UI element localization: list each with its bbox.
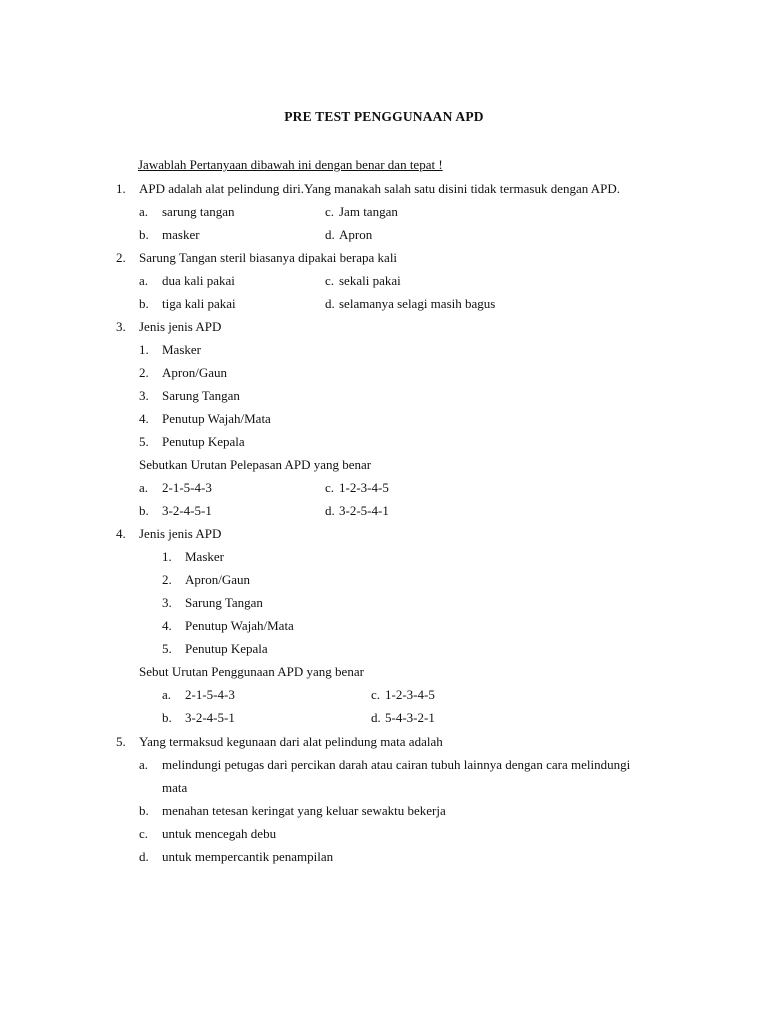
q1-number: 1. xyxy=(116,181,126,196)
q5-option-b-marker: b. xyxy=(139,803,149,818)
q4-list-number: 2. xyxy=(162,572,172,587)
q2-option-b-marker: b. xyxy=(139,296,149,311)
q3-option-d: 3-2-5-4-1 xyxy=(339,503,389,518)
q5-option-a-continued: mata xyxy=(162,780,188,795)
q1-option-c-marker: c. xyxy=(325,204,335,219)
q2-option-c-marker: c. xyxy=(325,273,335,288)
q5-option-b: menahan tetesan keringat yang keluar sewaktu bekerja xyxy=(162,803,446,818)
q1-text: APD adalah alat pelindung diri.Yang manakah salah satu disini tidak termasuk dengan APD. xyxy=(139,181,621,196)
q3-option-b-marker: b. xyxy=(139,503,149,518)
q4-list-number: 4. xyxy=(162,618,172,633)
q4-option-a-marker: a. xyxy=(162,687,172,702)
q5-option-c-marker: c. xyxy=(139,826,149,841)
q3-list-item: Penutup Wajah/Mata xyxy=(162,411,271,426)
q2-option-a: dua kali pakai xyxy=(162,273,235,288)
q5-option-d-marker: d. xyxy=(139,849,149,864)
q3-list-item: Sarung Tangan xyxy=(162,388,240,403)
q4-option-b: 3-2-4-5-1 xyxy=(185,710,235,725)
q1-option-a: sarung tangan xyxy=(162,204,235,219)
q3-text: Jenis jenis APD xyxy=(139,319,222,334)
q3-list-number: 5. xyxy=(139,434,149,449)
q2-option-a-marker: a. xyxy=(139,273,149,288)
q3-list-number: 3. xyxy=(139,388,149,403)
q4-list-item: Penutup Wajah/Mata xyxy=(185,618,294,633)
q4-option-a: 2-1-5-4-3 xyxy=(185,687,235,702)
q4-option-d-marker: d. xyxy=(371,710,381,725)
q3-option-d-marker: d. xyxy=(325,503,335,518)
q3-prompt: Sebutkan Urutan Pelepasan APD yang benar xyxy=(139,457,372,472)
q4-option-c-marker: c. xyxy=(371,687,381,702)
q5-option-a-marker: a. xyxy=(139,757,149,772)
q5-option-c: untuk mencegah debu xyxy=(162,826,277,841)
q3-list-number: 1. xyxy=(139,342,149,357)
q2-option-c: sekali pakai xyxy=(339,273,401,288)
q3-list-number: 4. xyxy=(139,411,149,426)
q3-option-b: 3-2-4-5-1 xyxy=(162,503,212,518)
q4-list-number: 5. xyxy=(162,641,172,656)
q2-option-d-marker: d. xyxy=(325,296,335,311)
q3-option-c-marker: c. xyxy=(325,480,335,495)
q4-text: Jenis jenis APD xyxy=(139,526,222,541)
q4-list-item: Masker xyxy=(185,549,224,564)
q2-option-d: selamanya selagi masih bagus xyxy=(339,296,496,311)
q1-option-c: Jam tangan xyxy=(339,204,398,219)
q4-option-d: 5-4-3-2-1 xyxy=(385,710,435,725)
q4-list-number: 3. xyxy=(162,595,172,610)
q3-list-item: Apron/Gaun xyxy=(162,365,227,380)
q4-prompt: Sebut Urutan Penggunaan APD yang benar xyxy=(139,664,364,679)
q1-option-a-marker: a. xyxy=(139,204,149,219)
q5-option-a: melindungi petugas dari percikan darah atau cairan tubuh lainnya dengan cara melindungi xyxy=(162,757,631,772)
q4-option-c: 1-2-3-4-5 xyxy=(385,687,435,702)
q3-option-a: 2-1-5-4-3 xyxy=(162,480,212,495)
q4-option-b-marker: b. xyxy=(162,710,172,725)
q4-list-item: Apron/Gaun xyxy=(185,572,250,587)
page-title: PRE TEST PENGGUNAAN APD xyxy=(284,109,484,124)
q5-option-d: untuk mempercantik penampilan xyxy=(162,849,334,864)
q2-option-b: tiga kali pakai xyxy=(162,296,236,311)
q2-text: Sarung Tangan steril biasanya dipakai berapa kali xyxy=(139,250,398,265)
q5-number: 5. xyxy=(116,734,126,749)
q3-list-item: Masker xyxy=(162,342,201,357)
q1-option-d: Apron xyxy=(339,227,373,242)
q4-list-item: Sarung Tangan xyxy=(185,595,263,610)
instruction-text: Jawablah Pertanyaan dibawah ini dengan benar dan tepat ! xyxy=(138,157,443,172)
q4-list-item: Penutup Kepala xyxy=(185,641,268,656)
q1-option-d-marker: d. xyxy=(325,227,335,242)
q4-list-number: 1. xyxy=(162,549,172,564)
q3-number: 3. xyxy=(116,319,126,334)
q1-option-b: masker xyxy=(162,227,200,242)
q3-list-item: Penutup Kepala xyxy=(162,434,245,449)
q3-option-a-marker: a. xyxy=(139,480,149,495)
q2-number: 2. xyxy=(116,250,126,265)
q3-list-number: 2. xyxy=(139,365,149,380)
q3-option-c: 1-2-3-4-5 xyxy=(339,480,389,495)
q1-option-b-marker: b. xyxy=(139,227,149,242)
q4-number: 4. xyxy=(116,526,126,541)
q5-text: Yang termaksud kegunaan dari alat pelindung mata adalah xyxy=(139,734,443,749)
